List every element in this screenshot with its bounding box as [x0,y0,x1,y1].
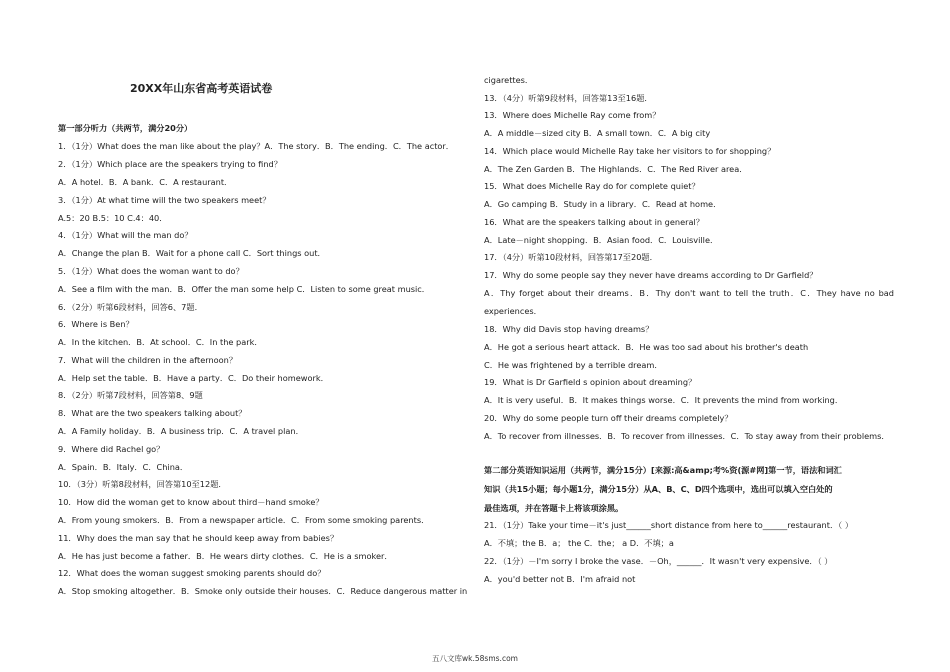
option-line: C．He was frightened by a terrible dream． [484,360,663,370]
option-line: A．A Family holiday．B．A business trip．C．A travel plan． [58,426,304,436]
question-line: 7．What will the children in the afternoon？ [58,355,238,365]
question-line: 22．（1分）－I'm sorry I broke the vase．－Oh，______．It wasn't very expensive．（ ） [484,556,833,566]
option-line: A．He has just become a father．B．He wears dirty clothes．C．He is a smoker． [58,551,393,561]
option-line: A．Spain．B．Italy．C．China． [58,462,189,472]
option-line: A．From young smokers．B．From a newspaper article．C．From some smoking parents． [58,515,430,525]
option-line: A.5：20 B.5：10 C.4：40． [58,213,168,223]
question-line: 11．Why does the man say that he should keep away from babies？ [58,533,339,543]
question-line: 1．（1分）What does the man like about the play？A．The story．B．The ending．C．The actor． [58,141,454,151]
question-line: 18．Why did Davis stop having dreams？ [484,324,654,334]
question-line: 8．What are the two speakers talking about？ [58,408,247,418]
instruction-line: 6．（2分）听第6段材料，回答6、7题． [58,302,203,312]
question-line: 15．What does Michelle Ray do for complete quiet？ [484,181,700,191]
instruction-line: 13．（4分）听第9段材料，回答第13至16题． [484,93,653,103]
option-line: A．To recover from illnesses．B．To recover from illnesses．C．To stay away from their problems． [484,431,890,441]
question-line: 4．（1分）What will the man do？ [58,230,193,240]
question-line: 2．（1分）Which place are the speakers trying to find？ [58,159,282,169]
question-line: 17．Why do some people say they never have dreams according to Dr Garfield？ [484,270,818,280]
option-line: A．Thy forget about their dreams．B．Thy don't want to tell the truth．C．They have no bad [484,288,894,298]
question-line: 16．What are the speakers talking about in general？ [484,217,704,227]
question-line: 20．Why do some people turn off their dreams completely？ [484,413,733,423]
option-line: A．Go camping B．Study in a library．C．Read at home． [484,199,722,209]
option-line: A．A middle－sized city B．A small town．C．A big city [484,128,711,138]
instruction-line: 17．（4分）听第10段材料，回答第17至20题． [484,252,658,262]
section-heading: 第二部分英语知识运用（共两节，满分15分）[来源:高&amp;考%资(源#网]第一节，语法和词汇 [484,465,842,475]
question-line: 21．（1分）Take your time－it's just______short distance from here to______restaurant．（ ） [484,520,854,530]
page-footer: 五八文库wk.58sms.com [432,654,518,663]
question-line: 6．Where is Ben？ [58,319,134,329]
option-line: A．you'd better not B．I'm afraid not [484,574,636,584]
option-line: cigarettes． [484,75,534,85]
question-line: 3．（1分）At what time will the two speakers meet？ [58,195,271,205]
section-heading: 知识（共15小题；每小题1分，满分15分）从A、B、C、D四个选项中，选出可以填入空白处的 [484,484,833,494]
option-line: A．It is very useful．B．It makes things worse．C．It prevents the mind from working． [484,395,844,405]
question-line: 13．Where does Michelle Ray come from？ [484,110,661,120]
question-line: 5．（1分）What does the woman want to do？ [58,266,244,276]
question-line: 12．What does the woman suggest smoking parents should do？ [58,568,326,578]
section-heading: 第一部分听力（共两节，满分20分） [58,123,193,133]
question-line: 19．What is Dr Garfield s opinion about dreaming？ [484,377,697,387]
section-heading: 最佳选项，并在答题卡上将该项涂黑。 [484,503,624,513]
option-line: A．Change the plan B．Wait for a phone call C．Sort things out． [58,248,326,258]
option-line: A．Stop smoking altogether．B．Smoke only outside their houses．C．Reduce dangerous matter in [58,586,468,596]
option-line: A．See a film with the man．B．Offer the man some help C．Listen to some great music． [58,284,430,294]
option-line: A．Help set the table．B．Have a party．C．Do their homework． [58,373,329,383]
option-line: A．不填；the B．a； the C．the； a D．不填；a [484,538,674,548]
instruction-line: 10．（3分）听第8段材料，回答第10至12题． [58,479,227,489]
question-line: 10．How did the woman get to know about third－hand smoke？ [58,497,324,507]
option-line: experiences． [484,306,542,316]
option-line: A．The Zen Garden B．The Highlands．C．The Red River area． [484,164,748,174]
question-line: 9．Where did Rachel go？ [58,444,165,454]
page-title: 20XX年山东省高考英语试卷 [130,82,273,95]
option-line: A．A hotel．B．A bank．C．A restaurant． [58,177,233,187]
option-line: A．In the kitchen．B．At school．C．In the park． [58,337,263,347]
question-line: 14．Which place would Michelle Ray take her visitors to for shopping？ [484,146,776,156]
option-line: A．Late－night shopping．B．Asian food．C．Louisville． [484,235,719,245]
instruction-line: 8．（2分）听第7段材料，回答第8、9题 [58,390,203,400]
option-line: A．He got a serious heart attack．B．He was too sad about his brother's death [484,342,809,352]
